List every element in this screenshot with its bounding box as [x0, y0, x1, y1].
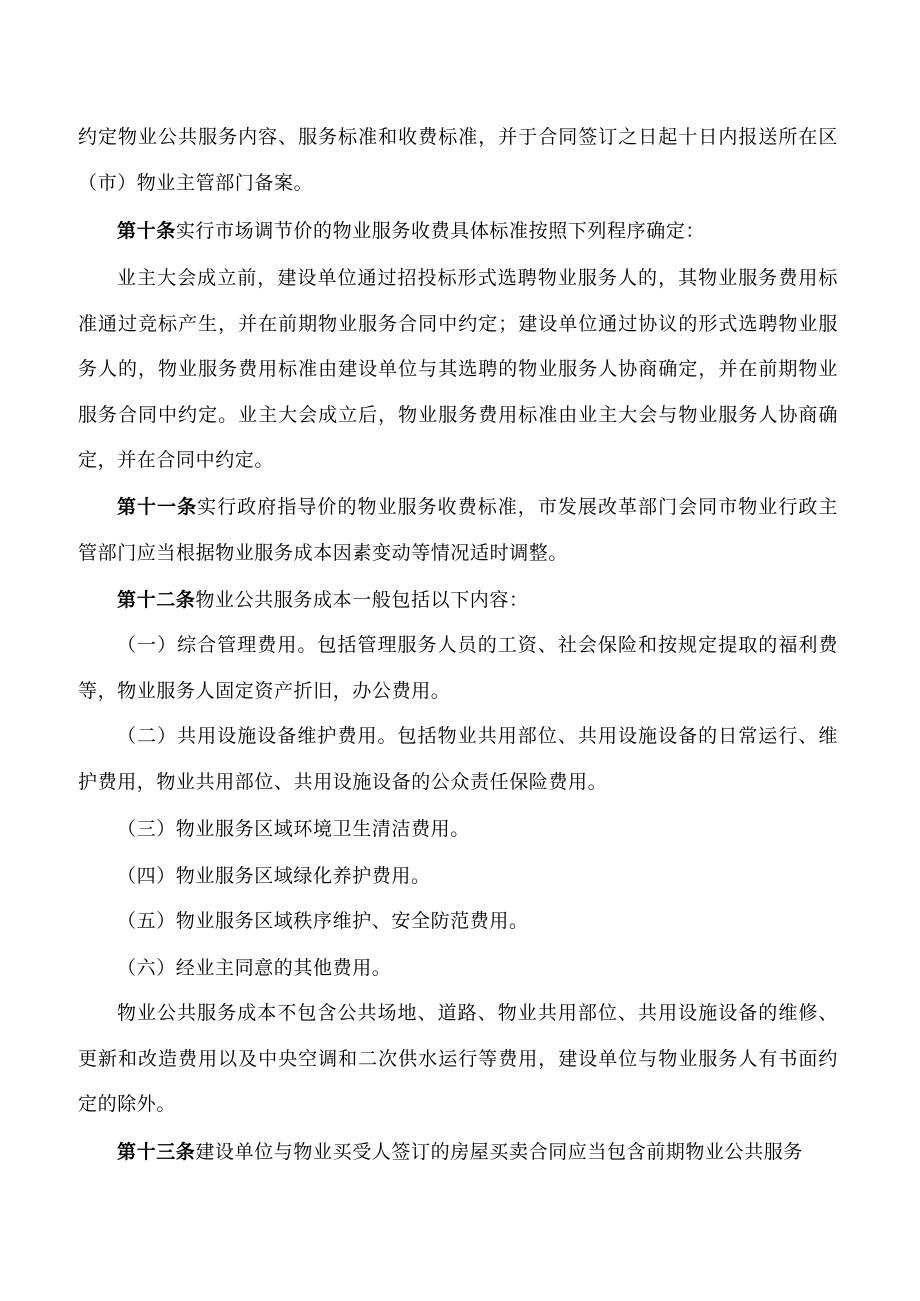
- article-11: [78, 485, 838, 576]
- list-item-text: （二）共用设施设备维护费用。包括物业共用部位、共用设施设备的日常运行、维护费用，物业共用部位、共用设施设备的公众责任保险费用。: [78, 725, 838, 793]
- list-item-text: （一）综合管理费用。包括管理服务人员的工资、社会保险和按规定提取的福利费等，物业服务人固定资产折旧，办公费用。: [78, 634, 838, 702]
- paragraph-exclusion: [78, 991, 838, 1128]
- paragraph-text: 建设单位与物业买受人签订的房屋买卖合同应当包含前期物业公共服务: [195, 1141, 804, 1163]
- list-item-text: （五）物业服务区域秩序维护、安全防范费用。: [117, 910, 529, 932]
- article-13: [78, 1130, 838, 1176]
- list-item: [78, 854, 838, 900]
- article-heading: 第十二条: [117, 589, 196, 611]
- article-heading: 第十一条: [117, 496, 198, 518]
- list-item: [78, 899, 838, 945]
- list-item: [78, 946, 838, 992]
- list-item: [78, 807, 838, 853]
- paragraph-continuation: [78, 115, 838, 206]
- list-item: [78, 714, 838, 805]
- paragraph-text: 实行市场调节价的物业服务收费具体标准按照下列程序确定：: [175, 220, 706, 242]
- article-heading: 第十条: [117, 220, 176, 242]
- article-10-body: [78, 256, 838, 484]
- list-item-text: （三）物业服务区域环境卫生清洁费用。: [117, 818, 470, 840]
- paragraph-text: 实行政府指导价的物业服务收费标准，市发展改革部门会同市物业行政主管部门应当根据物业服务成本因素变动等情况适时调整。: [78, 496, 839, 564]
- list-item-text: （四）物业服务区域绿化养护费用。: [117, 865, 431, 887]
- paragraph-text: 约定物业公共服务内容、服务标准和收费标准，并于合同签订之日起十日内报送所在区（市）物业主管部门备案。: [78, 126, 838, 194]
- paragraph-text: 物业公共服务成本一般包括以下内容：: [195, 589, 529, 611]
- list-item: [78, 623, 838, 714]
- article-12: [78, 578, 838, 624]
- list-item-text: （六）经业主同意的其他费用。: [117, 957, 392, 979]
- paragraph-text: 物业公共服务成本不包含公共场地、道路、物业共用部位、共用设施设备的维修、更新和改造费用以及中央空调和二次供水运行等费用，建设单位与物业服务人有书面约定的除外。: [78, 1002, 838, 1115]
- paragraph-text: 业主大会成立前，建设单位通过招投标形式选聘物业服务人的，其物业服务费用标准通过竞标产生，并在前期物业服务合同中约定；建设单位通过协议的形式选聘物业服务人的，物业服务费用标准由建设单位与其选聘的物业服务人协商确定，并在前期物业服务合同中约定。业主大会成立后，物业服务费用标准由业主大会与物业服务人协商确定，并在合同中约定。: [78, 267, 838, 471]
- article-heading: 第十三条: [117, 1141, 196, 1163]
- article-10: [78, 209, 838, 255]
